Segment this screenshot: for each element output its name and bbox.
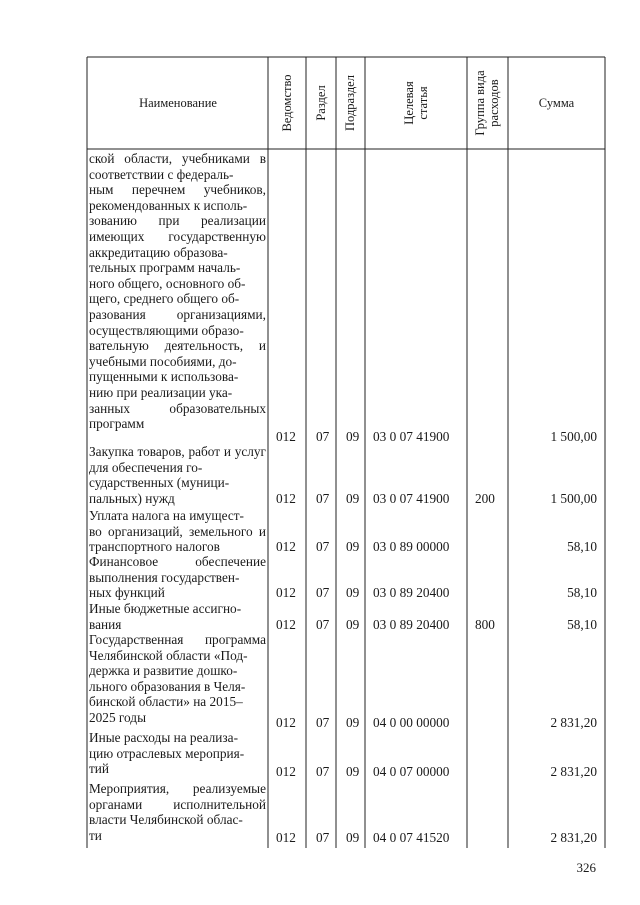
row-podrazdel: 09 [346, 617, 360, 632]
header-name: Наименование [139, 96, 217, 110]
row-summa: 2 831,20 [550, 830, 597, 845]
row-vedomstvo: 012 [276, 585, 296, 600]
row-celevaya-statya: 03 0 07 41900 [373, 491, 450, 506]
row-razdel: 07 [316, 764, 330, 779]
row-razdel: 07 [316, 539, 330, 554]
row-name: Уплата налога на имущест- во организаций, земельного и транспортного налогов [89, 508, 266, 555]
row-name: Финансовое обеспечение выполнения государствен- ных функций [89, 554, 266, 601]
header-gruppa-vida-rashodov: Группа вида расходов [473, 70, 501, 136]
row-name: ской области, учебниками в соответствии с федераль- ным перечнем учебников, рекомендованных к исполь- зованию при реализации имеющих государственную аккредитацию образова- тельных программ началь- ного общего, основного об- щего, среднего общего об- разования организациями, осуществляющими образо- вательную деятельность, и учебными пособиями, до- пущенными к использова- нию при реализации ука- занных образовательных программ [89, 151, 266, 432]
row-vedomstvo: 012 [276, 715, 296, 730]
row-celevaya-statya: 03 0 89 20400 [373, 617, 450, 632]
header-podrazdel: Подраздел [343, 75, 357, 131]
row-podrazdel: 09 [346, 585, 360, 600]
row-razdel: 07 [316, 429, 330, 444]
row-podrazdel: 09 [346, 830, 360, 845]
row-summa: 58,10 [567, 617, 597, 632]
row-razdel: 07 [316, 617, 330, 632]
row-gruppa: 200 [475, 491, 495, 506]
row-summa: 58,10 [567, 539, 597, 554]
row-vedomstvo: 012 [276, 830, 296, 845]
row-vedomstvo: 012 [276, 539, 296, 554]
row-celevaya-statya: 03 0 89 00000 [373, 539, 450, 554]
row-name: Мероприятия, реализуемые органами исполнительной власти Челябинской облас- ти [89, 781, 266, 843]
page-number: 326 [576, 860, 596, 875]
row-razdel: 07 [316, 715, 330, 730]
row-vedomstvo: 012 [276, 429, 296, 444]
row-gruppa: 800 [475, 617, 495, 632]
row-celevaya-statya: 04 0 00 00000 [373, 715, 450, 730]
row-razdel: 07 [316, 585, 330, 600]
row-vedomstvo: 012 [276, 764, 296, 779]
row-celevaya-statya: 03 0 07 41900 [373, 429, 450, 444]
row-name: Государственная программа Челябинской области «Под- держка и развитие дошко- льного образования в Челя- бинской области» на 2015– 2025 годы [89, 632, 266, 725]
row-celevaya-statya: 03 0 89 20400 [373, 585, 450, 600]
row-summa: 1 500,00 [550, 429, 597, 444]
header-celevaya-statya: Целевая статья [402, 81, 430, 125]
row-name: Иные расходы на реализа- цию отраслевых мероприя- тий [89, 730, 245, 777]
row-summa: 2 831,20 [550, 715, 597, 730]
row-podrazdel: 09 [346, 429, 360, 444]
row-razdel: 07 [316, 830, 330, 845]
row-vedomstvo: 012 [276, 617, 296, 632]
row-celevaya-statya: 04 0 07 00000 [373, 764, 450, 779]
row-summa: 1 500,00 [550, 491, 597, 506]
row-celevaya-statya: 04 0 07 41520 [373, 830, 450, 845]
row-podrazdel: 09 [346, 715, 360, 730]
header-summa: Сумма [538, 96, 575, 110]
row-razdel: 07 [316, 491, 330, 506]
row-summa: 2 831,20 [550, 764, 597, 779]
header-razdel: Раздел [314, 85, 328, 121]
row-name: Закупка товаров, работ и услуг для обеспечения го- сударственных (муници- пальных) нужд [89, 444, 266, 506]
row-summa: 58,10 [567, 585, 597, 600]
row-podrazdel: 09 [346, 491, 360, 506]
row-name: Иные бюджетные ассигно- вания [89, 601, 242, 632]
header-vedomstvo: Ведомство [280, 74, 294, 132]
row-vedomstvo: 012 [276, 491, 296, 506]
row-podrazdel: 09 [346, 539, 360, 554]
row-podrazdel: 09 [346, 764, 360, 779]
